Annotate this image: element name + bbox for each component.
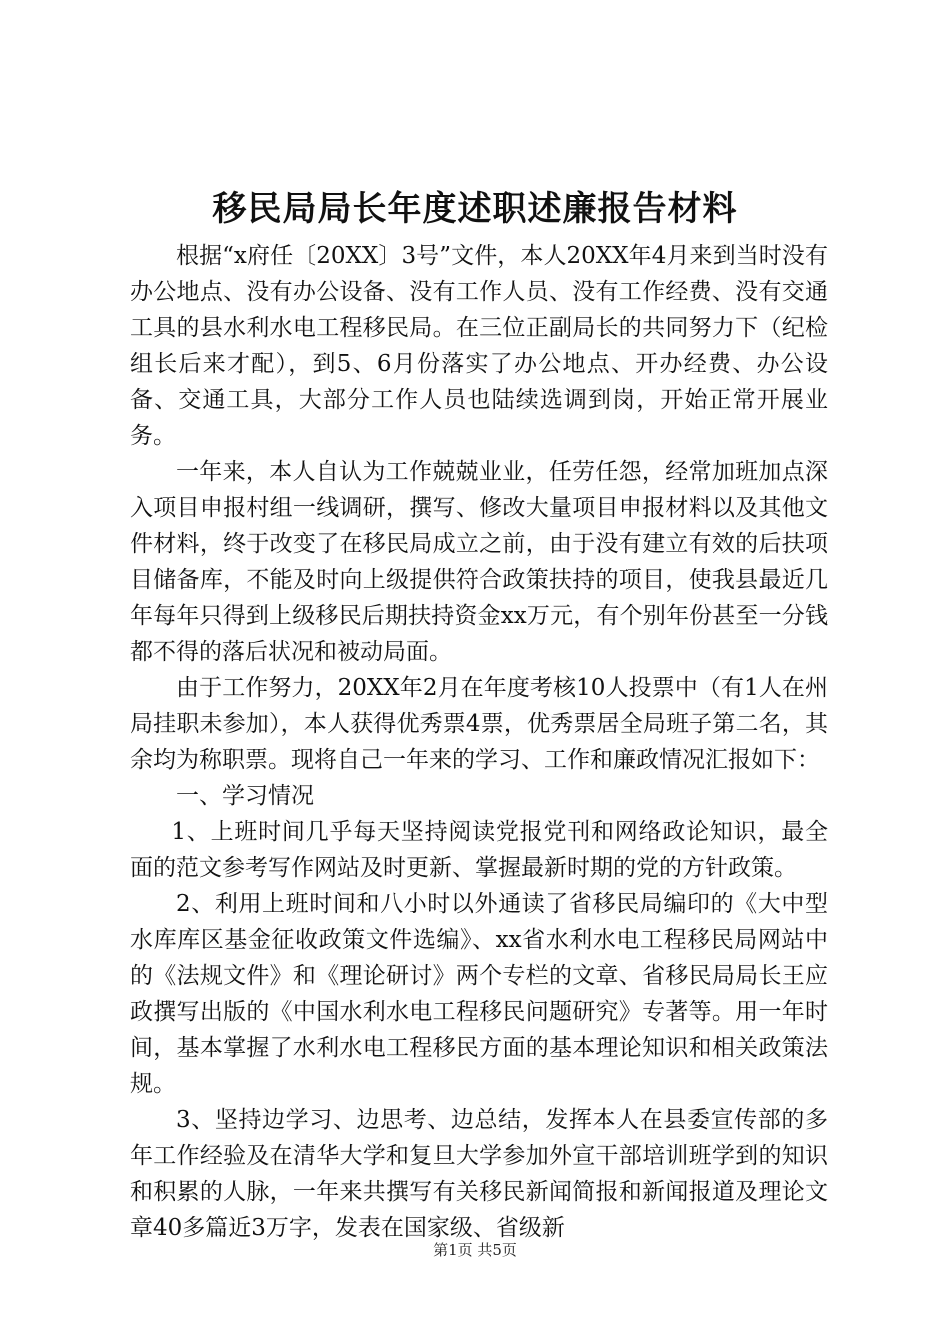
paragraph-study-item-3: 3、坚持边学习、边思考、边总结，发挥本人在县委宣传部的多年工作经验及在清华大学和复旦大学参加外宣干部培训班学到的知识和积累的人脉，一年来共撰写有关移民新闻简报和新闻报道及理论文章40多篇近3万字，发表在国家级、省级新 [130, 1107, 828, 1241]
page-number-footer: 第1页 共5页 [433, 1241, 517, 1259]
document-body [130, 238, 828, 1246]
paragraph-study-item-2: 2、利用上班时间和八小时以外通读了省移民局编印的《大中型水库库区基金征收政策文件选编》、xx省水利水电工程移民局网站中的《法规文件》和《理论研讨》两个专栏的文章、省移民局局长王应政撰写出版的《中国水利水电工程移民问题研究》专著等。用一年时间，基本掌握了水利水电工程移民方面的基本理论知识和相关政策法规。 [130, 891, 828, 1097]
document-title: 移民局局长年度述职述廉报告材料 [212, 189, 738, 229]
section-heading-study: 一、学习情况 [176, 783, 314, 809]
paragraph-assessment: 由于工作努力，20XX年2月在年度考核10人投票中（有1人在州局挂职未参加），本人获得优秀票4票，优秀票居全局班子第二名，其余均为称职票。现将自己一年来的学习、工作和廉政情况汇报如下： [130, 675, 828, 773]
paragraph-study-item-1: 1、上班时间几乎每天坚持阅读党报党刊和网络政论知识，最全面的范文参考写作网站及时更新、掌握最新时期的党的方针政策。 [130, 819, 828, 881]
paragraph-work-summary: 一年来，本人自认为工作兢兢业业，任劳任怨，经常加班加点深入项目申报村组一线调研，撰写、修改大量项目申报材料以及其他文件材料，终于改变了在移民局成立之前，由于没有建立有效的后扶项目储备库，不能及时向上级提供符合政策扶持的项目，使我县最近几年每年只得到上级移民后期扶持资金xx万元，有个别年份甚至一分钱都不得的落后状况和被动局面。 [130, 459, 828, 665]
paragraph-background: 根据“x府任〔20XX〕3号”文件，本人20XX年4月来到当时没有办公地点、没有办公设备、没有工作人员、没有工作经费、没有交通工具的县水利水电工程移民局。在三位正副局长的共同努力下（纪检组长后来才配），到5、6月份落实了办公地点、开办经费、办公设备、交通工具，大部分工作人员也陆续选调到岗，开始正常开展业务。 [130, 243, 828, 449]
